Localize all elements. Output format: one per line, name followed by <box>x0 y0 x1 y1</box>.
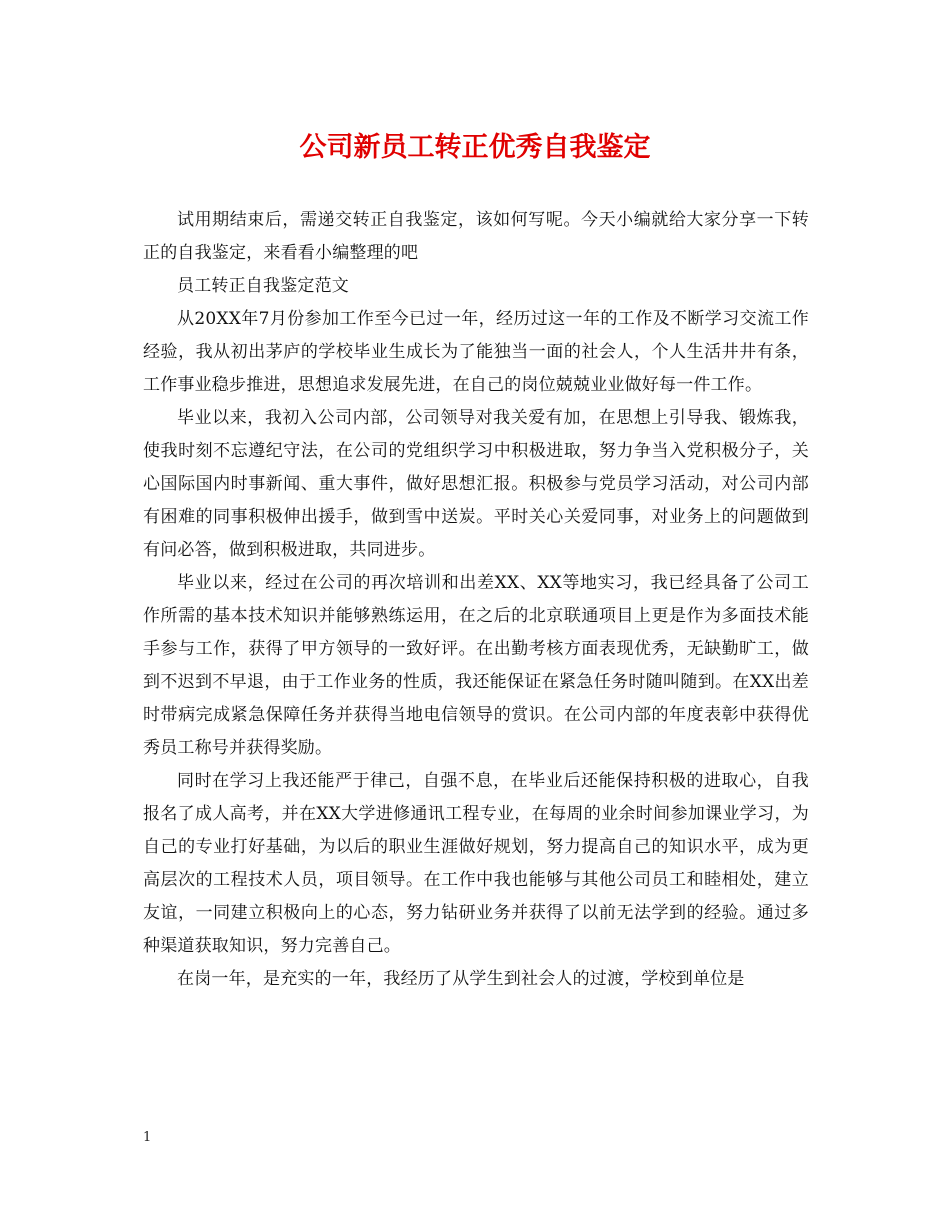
paragraph-3: 毕业以来，经过在公司的再次培训和出差XX、XX等地实习，我已经具备了公司工作所需的基本技术知识并能够熟练运用，在之后的北京联通项目上更是作为多面技术能手参与工作，获得了甲方领导的一致好评。在出勤考核方面表现优秀，无缺勤旷工，做到不迟到不早退，由于工作业务的性质，我还能保证在紧急任务时随叫随到。在XX出差时带病完成紧急保障任务并获得当地电信领导的赏识。在公司内部的年度表彰中获得优秀员工称号并获得奖励。 <box>143 573 809 758</box>
document-title: 公司新员工转正优秀自我鉴定 <box>299 132 651 163</box>
paragraph-1: 从20XX年7月份参加工作至今已过一年，经历过这一年的工作及不断学习交流工作经验，我从初出茅庐的学校毕业生成长为了能独当一面的社会人，个人生活井井有条，工作事业稳步推进，思想追求发展先进，在自己的岗位兢兢业业做好每一件工作。 <box>143 309 809 395</box>
page-number: 1 <box>143 1130 152 1145</box>
paragraph-4: 同时在学习上我还能严于律己，自强不息，在毕业后还能保持积极的进取心，自我报名了成人高考，并在XX大学进修通讯工程专业，在每周的业余时间参加课业学习，为自己的专业打好基础，为以后的职业生涯做好规划，努力提高自己的知识水平，成为更高层次的工程技术人员，项目领导。在工作中我也能够与其他公司员工和睦相处，建立友谊，一同建立积极向上的心态，努力钻研业务并获得了以前无法学到的经验。通过多种渠道获取知识，努力完善自己。 <box>143 771 809 956</box>
paragraph-5: 在岗一年，是充实的一年，我经历了从学生到社会人的过渡，学校到单位是 <box>177 969 745 989</box>
paragraph-intro: 试用期结束后，需递交转正自我鉴定，该如何写呢。今天小编就给大家分享一下转正的自我鉴定，来看看小编整理的吧 <box>143 210 809 263</box>
paragraph-2: 毕业以来，我初入公司内部，公司领导对我关爱有加，在思想上引导我、锻炼我，使我时刻不忘遵纪守法，在公司的党组织学习中积极进取，努力争当入党积极分子，关心国际国内时事新闻、重大事件，做好思想汇报。积极参与党员学习活动，对公司内部有困难的同事积极伸出援手，做到雪中送炭。平时关心关爱同事，对业务上的问题做到有问必答，做到积极进取，共同进步。 <box>143 408 809 560</box>
paragraph-subheading: 员工转正自我鉴定范文 <box>177 276 349 296</box>
document-body <box>143 204 809 996</box>
